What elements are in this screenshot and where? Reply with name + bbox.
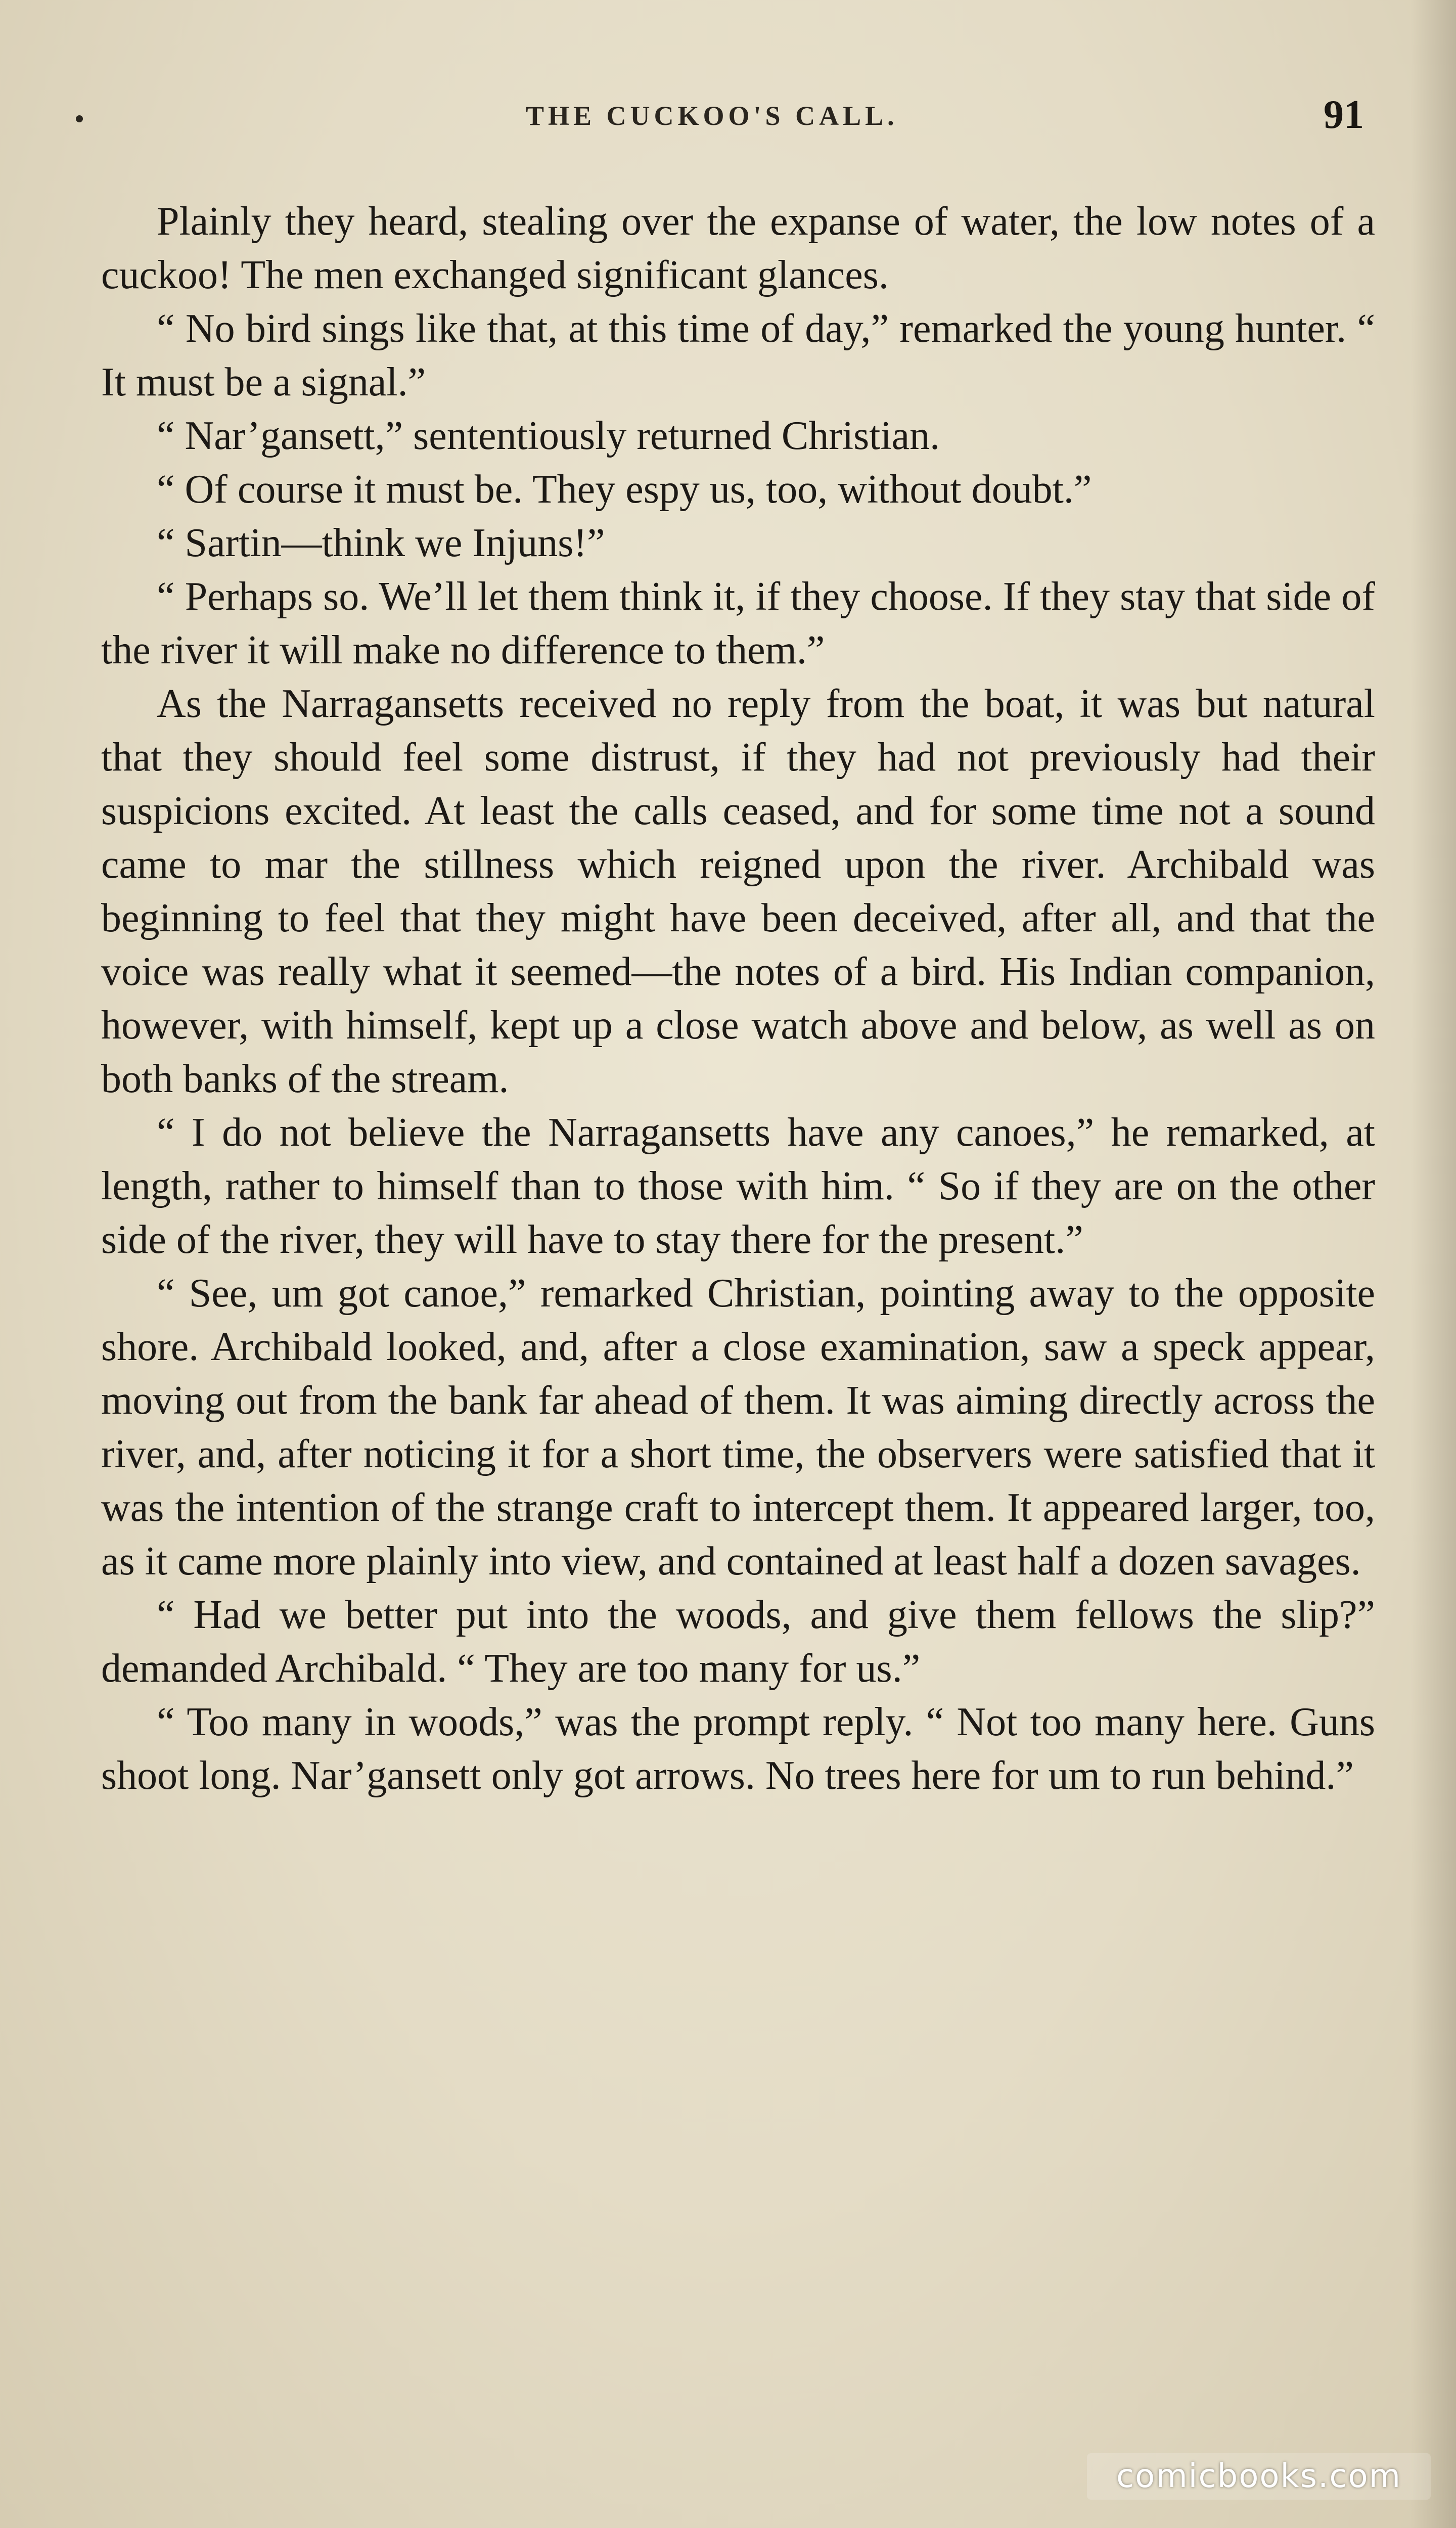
page-header (0, 76, 1456, 157)
paragraph: “ See, um got canoe,” remarked Christian, pointing away to the opposite shore. Archibald looked, and, after a close examination, saw a speck appear, moving out from the bank far ahead of them. It was aiming directly across the river, and, after noticing it for a short time, the observers were satisfied that it was the intention of the strange craft to intercept them. It appeared larger, too, as it came more plainly into view, and contained at least half a dozen savages. (101, 1271, 1375, 1584)
paragraph: Plainly they heard, stealing over the expanse of water, the low notes of a cuckoo! The men exchanged significant glances. (101, 199, 1375, 297)
paragraph: “ Nar’gansett,” sententiously returned Christian. (157, 414, 940, 458)
page-edge-shadow (1410, 0, 1456, 2528)
site-watermark: comicbooks.com (1087, 2453, 1431, 2500)
header-bullet-mark (76, 115, 83, 122)
body-text (101, 195, 1375, 1802)
paragraph: “ Too many in woods,” was the prompt reply. “ Not too many here. Guns shoot long. Nar’gansett only got arrows. No trees here for um to run behind.” (101, 1700, 1375, 1798)
paragraph: “ Sartin—think we Injuns!” (157, 521, 605, 565)
paragraph: “ No bird sings like that, at this time of day,” remarked the young hunter. “ It must be a signal.” (101, 306, 1375, 404)
paragraph: As the Narragansetts received no reply from the boat, it was but natural that they should feel some distrust, if they had not previously had their suspicions excited. At least the calls ceased, and for some time not a sound came to mar the stillness which reigned upon the river. Archibald was beginning to feel that they might have been deceived, after all, and that the voice was really what it seemed—the notes of a bird. His Indian companion, however, with himself, kept up a close watch above and below, as well as on both banks of the stream. (101, 682, 1375, 1101)
paragraph: “ Had we better put into the woods, and give them fellows the slip?” demanded Archibald. “ They are too many for us.” (101, 1593, 1375, 1691)
paragraph: “ Of course it must be. They espy us, too, without doubt.” (157, 467, 1092, 512)
paragraph: “ Perhaps so. We’ll let them think it, if they choose. If they stay that side of the river it will make no difference to them.” (101, 574, 1375, 672)
page-number: 91 (1324, 93, 1364, 137)
running-title: THE CUCKOO'S CALL. (526, 101, 898, 131)
paragraph: “ I do not believe the Narragansetts have any canoes,” he remarked, at length, rather to himself than to those with him. “ So if they are on the other side of the river, they will have to stay there for the present.” (101, 1110, 1375, 1262)
